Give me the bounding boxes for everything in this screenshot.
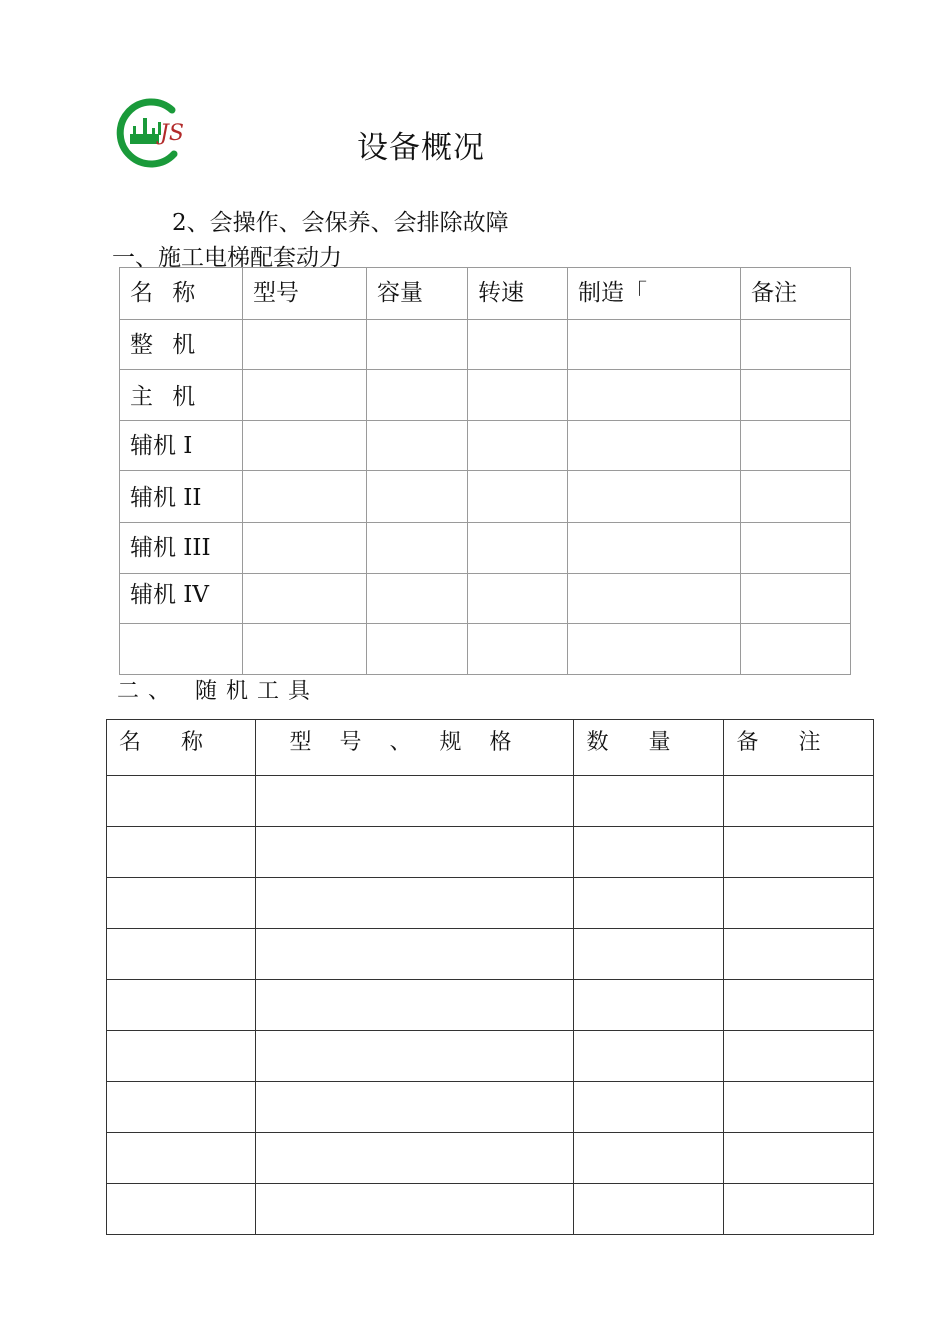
table-cell[interactable] <box>724 980 874 1031</box>
table-cell[interactable] <box>574 980 724 1031</box>
table-cell[interactable] <box>107 980 256 1031</box>
table-cell[interactable] <box>107 827 256 878</box>
company-logo <box>112 96 192 168</box>
table-row <box>107 1133 874 1184</box>
header-cell: 容量 <box>367 268 468 320</box>
table-cell[interactable] <box>367 523 468 574</box>
header-cell: 名称 <box>107 720 256 776</box>
table-cell[interactable] <box>107 929 256 980</box>
table-cell[interactable] <box>256 1133 574 1184</box>
table-cell[interactable] <box>724 1133 874 1184</box>
table-row <box>120 471 851 523</box>
table-cell[interactable] <box>107 776 256 827</box>
table-row <box>107 776 874 827</box>
power-equipment-table <box>119 267 851 675</box>
table-row <box>120 370 851 421</box>
table-cell[interactable] <box>243 471 367 523</box>
table-cell[interactable] <box>568 421 741 471</box>
table-cell[interactable] <box>107 1082 256 1133</box>
table-cell[interactable] <box>574 1031 724 1082</box>
table-cell[interactable] <box>256 929 574 980</box>
header-cell: 备注 <box>741 268 851 320</box>
table-cell[interactable] <box>256 1082 574 1133</box>
section1-title: 一、施工电梯配套动力 <box>112 245 342 271</box>
table-cell[interactable] <box>367 370 468 421</box>
table-cell[interactable] <box>367 471 468 523</box>
table-cell[interactable] <box>107 1184 256 1235</box>
table-cell[interactable] <box>724 827 874 878</box>
table-cell[interactable] <box>574 1133 724 1184</box>
table-row <box>120 574 851 624</box>
table-cell[interactable] <box>568 471 741 523</box>
table-cell[interactable] <box>574 827 724 878</box>
table-cell[interactable] <box>256 827 574 878</box>
table-cell[interactable] <box>724 1031 874 1082</box>
row-label: 辅机 III <box>120 523 243 574</box>
table-row <box>107 929 874 980</box>
table-cell[interactable] <box>367 624 468 675</box>
table-cell[interactable] <box>243 320 367 370</box>
table-cell[interactable] <box>574 776 724 827</box>
table-cell[interactable] <box>256 1184 574 1235</box>
table-cell[interactable] <box>574 929 724 980</box>
table-cell[interactable] <box>574 878 724 929</box>
table-cell[interactable] <box>367 574 468 624</box>
row-label <box>120 624 243 675</box>
table-cell[interactable] <box>256 878 574 929</box>
table-cell[interactable] <box>468 370 568 421</box>
header-cell: 型号、规格 <box>256 720 574 776</box>
row-label: 辅机 I <box>120 421 243 471</box>
table-cell[interactable] <box>568 624 741 675</box>
table-cell[interactable] <box>367 421 468 471</box>
tools-table-body <box>107 776 874 1235</box>
tools-table <box>106 719 874 1235</box>
table-cell[interactable] <box>724 929 874 980</box>
page-title: 设备概况 <box>357 130 485 166</box>
table-cell[interactable] <box>568 574 741 624</box>
row-label: 主 机 <box>120 370 243 421</box>
table-cell[interactable] <box>468 624 568 675</box>
table-row <box>107 1184 874 1235</box>
table-cell[interactable] <box>468 320 568 370</box>
table-cell[interactable] <box>243 370 367 421</box>
table-cell[interactable] <box>724 878 874 929</box>
table-cell[interactable] <box>243 523 367 574</box>
table-row <box>120 624 851 675</box>
table-row <box>120 421 851 471</box>
header-cell: 转速 <box>468 268 568 320</box>
row-label: 整 机 <box>120 320 243 370</box>
header-cell: 名 称 <box>120 268 243 320</box>
svg-text:JS: JS <box>160 121 184 146</box>
section2-title: 二、 随机工具 <box>117 679 319 704</box>
row-label: 辅机 II <box>120 471 243 523</box>
table-cell[interactable] <box>741 370 851 421</box>
table-cell[interactable] <box>468 471 568 523</box>
table-cell[interactable] <box>741 471 851 523</box>
table-cell[interactable] <box>243 421 367 471</box>
table-cell[interactable] <box>568 320 741 370</box>
requirement-line: 2、会操作、会保养、会排除故障 <box>172 210 509 236</box>
row-label: 辅机 IV <box>120 574 243 624</box>
table-cell[interactable] <box>256 1031 574 1082</box>
header-cell: 型号 <box>243 268 367 320</box>
table-cell[interactable] <box>741 624 851 675</box>
table-cell[interactable] <box>741 523 851 574</box>
header-cell: 制造「 <box>568 268 741 320</box>
table-cell[interactable] <box>741 421 851 471</box>
table-cell[interactable] <box>724 776 874 827</box>
table-cell[interactable] <box>243 624 367 675</box>
table-cell[interactable] <box>367 320 468 370</box>
table-cell[interactable] <box>574 1184 724 1235</box>
table-cell[interactable] <box>107 878 256 929</box>
table-cell[interactable] <box>574 1082 724 1133</box>
logo-emblem-icon <box>112 96 192 168</box>
table-row <box>107 980 874 1031</box>
table-header-row <box>120 268 851 320</box>
table-cell[interactable] <box>468 421 568 471</box>
table-cell[interactable] <box>724 1082 874 1133</box>
table-row <box>107 1082 874 1133</box>
table-cell[interactable] <box>568 370 741 421</box>
header-cell: 数量 <box>574 720 724 776</box>
table-cell[interactable] <box>256 980 574 1031</box>
table-row <box>120 320 851 370</box>
table-cell[interactable] <box>568 523 741 574</box>
table-cell[interactable] <box>256 776 574 827</box>
table-row <box>107 878 874 929</box>
table-row <box>107 827 874 878</box>
table-cell[interactable] <box>243 574 367 624</box>
table-cell[interactable] <box>724 1184 874 1235</box>
table-cell[interactable] <box>741 320 851 370</box>
table-row <box>107 1031 874 1082</box>
table-row <box>120 523 851 574</box>
table-cell[interactable] <box>468 574 568 624</box>
table-cell[interactable] <box>468 523 568 574</box>
header-cell: 备注 <box>724 720 874 776</box>
table-cell[interactable] <box>107 1133 256 1184</box>
table-header-row <box>107 720 874 776</box>
table-cell[interactable] <box>107 1031 256 1082</box>
table-cell[interactable] <box>741 574 851 624</box>
